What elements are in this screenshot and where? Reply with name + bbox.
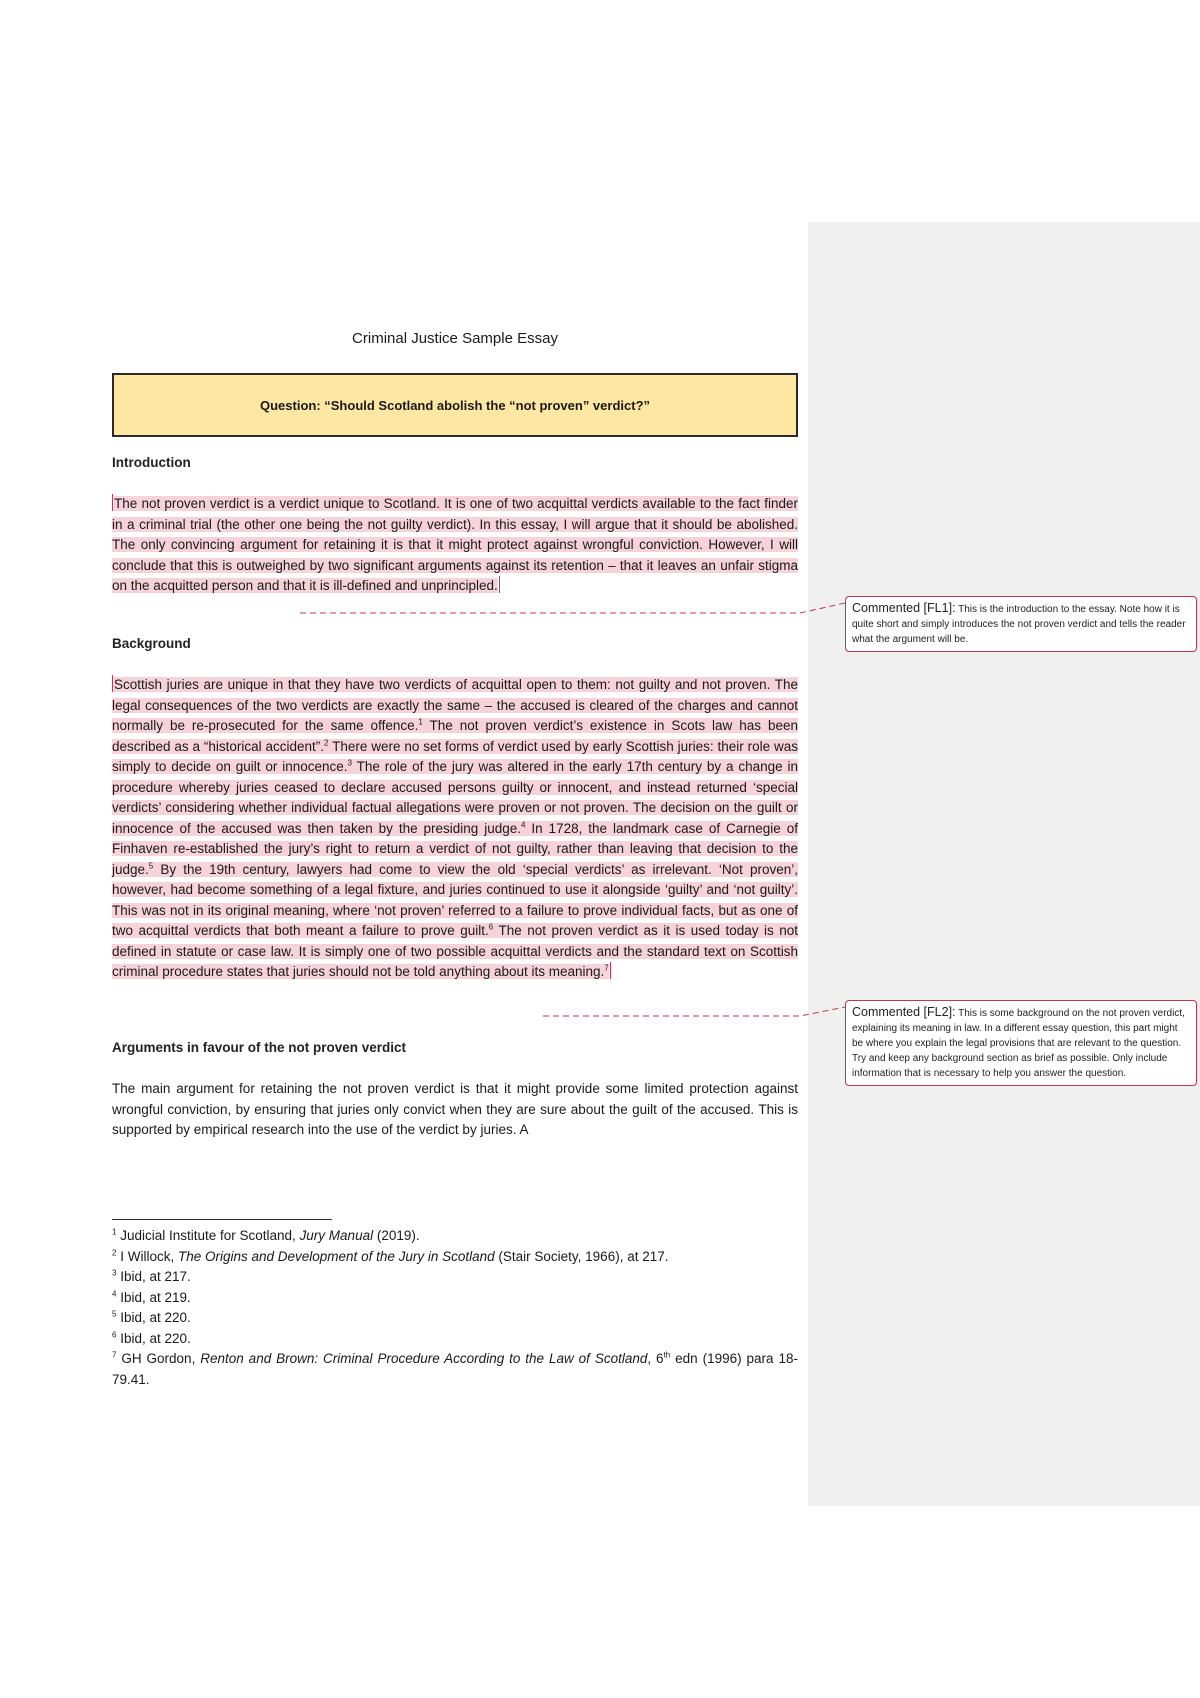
comment-pane bbox=[808, 222, 1200, 1506]
background-text bbox=[112, 677, 798, 979]
comment-anchor-end-1 bbox=[499, 576, 500, 593]
comment-leader-1 bbox=[300, 603, 845, 613]
footnote-3: $^3$ Ibid, at 217. bbox=[112, 1268, 191, 1284]
intro-paragraph[interactable] bbox=[112, 494, 798, 597]
background-text-part: By the 19th century, lawyers had come to view the old ‘special verdicts’ as irrelevant. ‘Not proven’, however, had become something of a legal fixture, and juries continued to use it alongside ‘guilty’ and ‘not guilty’. This was not in its original meaning, where ‘not proven’ referred to a failure to prove individual facts, but as one of two acquittal verdicts that both meant a failure to prove guilt. bbox=[112, 861, 798, 938]
background-text-part: There were no set forms of verdict used by early Scottish juries: their role was simply to decide on guilt or innocence. bbox=[112, 738, 798, 774]
comment-text: This is some background on the not proven verdict, explaining its meaning in law. In a different essay question, this part might be where you explain the legal provisions that are relevant to the question. Try and keep any background section as brief as possible. Only include information that is necessary to help you answer the question. bbox=[852, 1008, 1185, 1079]
footnote-1: $^1$ Judicial Institute for Scotland, Jury Manual (2019). bbox=[112, 1227, 420, 1243]
footnote-4: $^4$ Ibid, at 219. bbox=[112, 1289, 191, 1305]
background-text-part: The not proven verdict as it is used today is not defined in statute or case law. It is simply one of two possible acquittal verdicts and the standard text on Scottish criminal procedure states that juries should not be told anything about its meaning. bbox=[112, 923, 798, 979]
intro-text: The not proven verdict is a verdict unique to Scotland. It is one of two acquittal verdicts available to the fact finder in a criminal trial (the other one being the not guilty verdict). In this essay, I will argue that it should be abolished. The only convincing argument for retaining it is that it might protect against wrongful conviction. However, I will conclude that this is outweighed by two significant arguments against its retention – that it leaves an unfair stigma on the acquitted person and that it is ill-defined and unprincipled. bbox=[112, 496, 798, 593]
background-text-part: Scottish juries are unique in that they have two verdicts of acquittal open to them: not guilty and not proven. The legal consequences of the two verdicts are exactly the same – the accused is cleared of the charges and cannot normally be re-prosecuted for the same offence. bbox=[112, 677, 798, 733]
footnote-ref[interactable]: 7 bbox=[604, 963, 609, 973]
essay-title: Criminal Justice Sample Essay bbox=[352, 330, 558, 347]
footnote-6: $^6$ Ibid, at 220. bbox=[112, 1330, 191, 1346]
footnote-ref[interactable]: 4 bbox=[521, 820, 526, 829]
comment-text: This is the introduction to the essay. Note how it is quite short and simply introduces the not proven verdict and tells the reader what the argument will be. bbox=[852, 604, 1186, 645]
footnote-ref[interactable]: 2 bbox=[324, 738, 329, 747]
footnote-ref[interactable]: 5 bbox=[148, 861, 154, 870]
footnotes bbox=[112, 1226, 798, 1390]
footnote-5: $^5$ Ibid, at 220. bbox=[112, 1309, 191, 1325]
heading-arguments: Arguments in favour of the not proven verdict bbox=[112, 1040, 407, 1055]
comment-anchor-end-2 bbox=[610, 962, 611, 979]
background-paragraph[interactable] bbox=[112, 675, 798, 983]
footnote-ref[interactable]: 1 bbox=[418, 717, 423, 727]
arguments-paragraph[interactable]: The main argument for retaining the not proven verdict is that it might provide some limited protection against wrongful conviction, by ensuring that juries only convict when they are sure about the guilt of the accused. This is supported by empirical research into the use of the verdict by juries. A bbox=[112, 1081, 798, 1137]
comment-anchor-start-1 bbox=[112, 494, 113, 511]
comment-fl1[interactable] bbox=[845, 596, 1197, 652]
question-text: Question: “Should Scotland abolish the “not proven” verdict?” bbox=[259, 397, 651, 413]
footnote-ref[interactable]: 6 bbox=[488, 922, 494, 932]
footnote-7: $^7$ GH Gordon, Renton and Brown: Criminal Procedure According to the Law of Scotland, 6th edn (1996) para 18-79.41. bbox=[112, 1350, 798, 1387]
footnote-separator bbox=[112, 1219, 332, 1220]
heading-background: Background bbox=[112, 636, 191, 651]
background-text-part: The not proven verdict’s existence in Scots law has been described as a “historical accident”. bbox=[112, 718, 798, 754]
comment-author: Commented [FL2]: bbox=[852, 1005, 956, 1019]
background-text-part: The role of the jury was altered in the early 17th century by a change in procedure whereby juries ceased to declare accused persons guilty or innocent, and instead returned ‘special verdicts’ considering whether individual factual allegations were proven or not proven. The decision on the guilt or innocence of the accused was then taken by the presiding judge. bbox=[112, 759, 798, 836]
background-text-part: In 1728, the landmark case of Carnegie of Finhaven re-established the jury’s right to return a verdict of not guilty, rather than leaving that decision to the judge. bbox=[112, 820, 798, 877]
heading-introduction: Introduction bbox=[112, 455, 191, 470]
comment-anchor-start-2 bbox=[112, 675, 113, 692]
question-box bbox=[112, 373, 798, 437]
comment-leader-2 bbox=[543, 1007, 845, 1016]
comment-fl2[interactable] bbox=[845, 1000, 1197, 1086]
comment-author: Commented [FL1]: bbox=[852, 601, 956, 615]
footnote-ref[interactable]: 3 bbox=[347, 758, 352, 768]
footnote-2: $^2$ I Willock, The Origins and Development of the Jury in Scotland (Stair Society, 1966), at 217. bbox=[112, 1248, 669, 1264]
